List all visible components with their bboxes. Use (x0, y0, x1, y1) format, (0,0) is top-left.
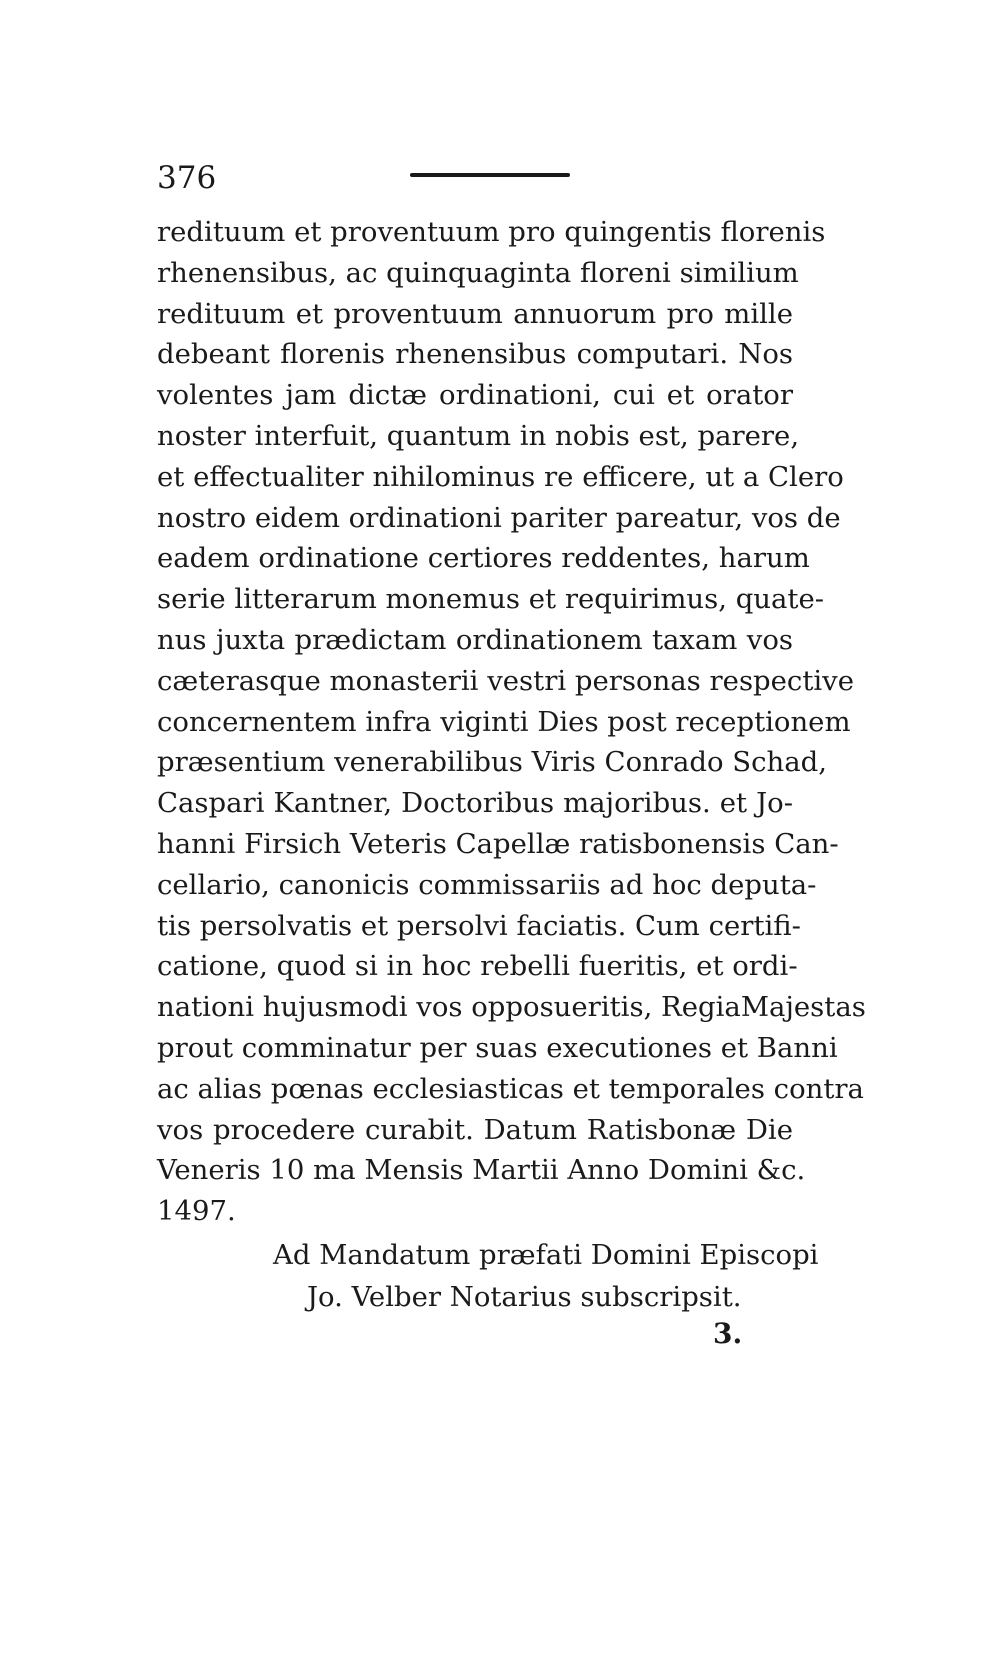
text-line: nostro eidem ordinationi pariter pareatur, vos de (157, 501, 841, 534)
text-line: redituum et proventuum annuorum pro mille (157, 297, 793, 330)
text-line: catione, quod si in hoc rebelli fueritis, et ordi- (157, 950, 798, 983)
text-line: cellario, canonicis commissariis ad hoc deputa- (157, 868, 817, 901)
subscription-notary: Jo. Velber Notarius subscripsit. (307, 1281, 742, 1313)
text-line: prout comminatur per suas executiones et Banni (157, 1031, 838, 1064)
page-number: 376 (157, 160, 217, 196)
text-line: tis persolvatis et persolvi faciatis. Cum certifi- (157, 909, 801, 942)
body-text (157, 212, 866, 1232)
subscription-block (157, 1234, 819, 1318)
text-line: ac alias pœnas ecclesiasticas et temporales contra (157, 1072, 864, 1105)
text-line: rhenensibus, ac quinquaginta floreni similium (157, 256, 799, 289)
text-line: concernentem infra viginti Dies post receptionem (157, 705, 851, 738)
header-rule (410, 173, 570, 177)
text-line: debeant florenis rhenensibus computari. Nos (157, 338, 793, 371)
text-line: et effectualiter nihilominus re efficere, ut a Clero (157, 460, 844, 493)
text-line: hanni Firsich Veteris Capellæ ratisbonensis Can- (157, 827, 839, 860)
text-line: noster interfuit, quantum in nobis est, parere, (157, 419, 800, 452)
text-line: redituum et proventuum pro quingentis florenis (157, 216, 826, 248)
text-line: Veneris 10 ma Mensis Martii Anno Domini &c. (157, 1154, 806, 1187)
text-line: præsentium venerabilibus Viris Conrado Schad, (157, 746, 827, 779)
subscription-mandate: Ad Mandatum præfati Domini Episcopi (273, 1239, 819, 1271)
text-line: volentes jam dictæ ordinationi, cui et orator (157, 379, 793, 412)
text-line: nationi hujusmodi vos opposueritis, RegiaMajestas (157, 991, 866, 1024)
text-line: nus juxta prædictam ordinationem taxam vos (157, 623, 793, 656)
text-line: cæterasque monasterii vestri personas respective (157, 664, 854, 697)
text-line: vos procedere curabit. Datum Ratisbonæ Die (157, 1113, 793, 1146)
text-line: serie litterarum monemus et requirimus, quate- (157, 583, 825, 616)
text-line: eadem ordinatione certiores reddentes, harum (157, 542, 810, 575)
text-line: Caspari Kantner, Doctoribus majoribus. et Jo- (157, 787, 793, 820)
catchword: 3. (713, 1317, 743, 1350)
text-line-year: 1497. (157, 1195, 236, 1228)
